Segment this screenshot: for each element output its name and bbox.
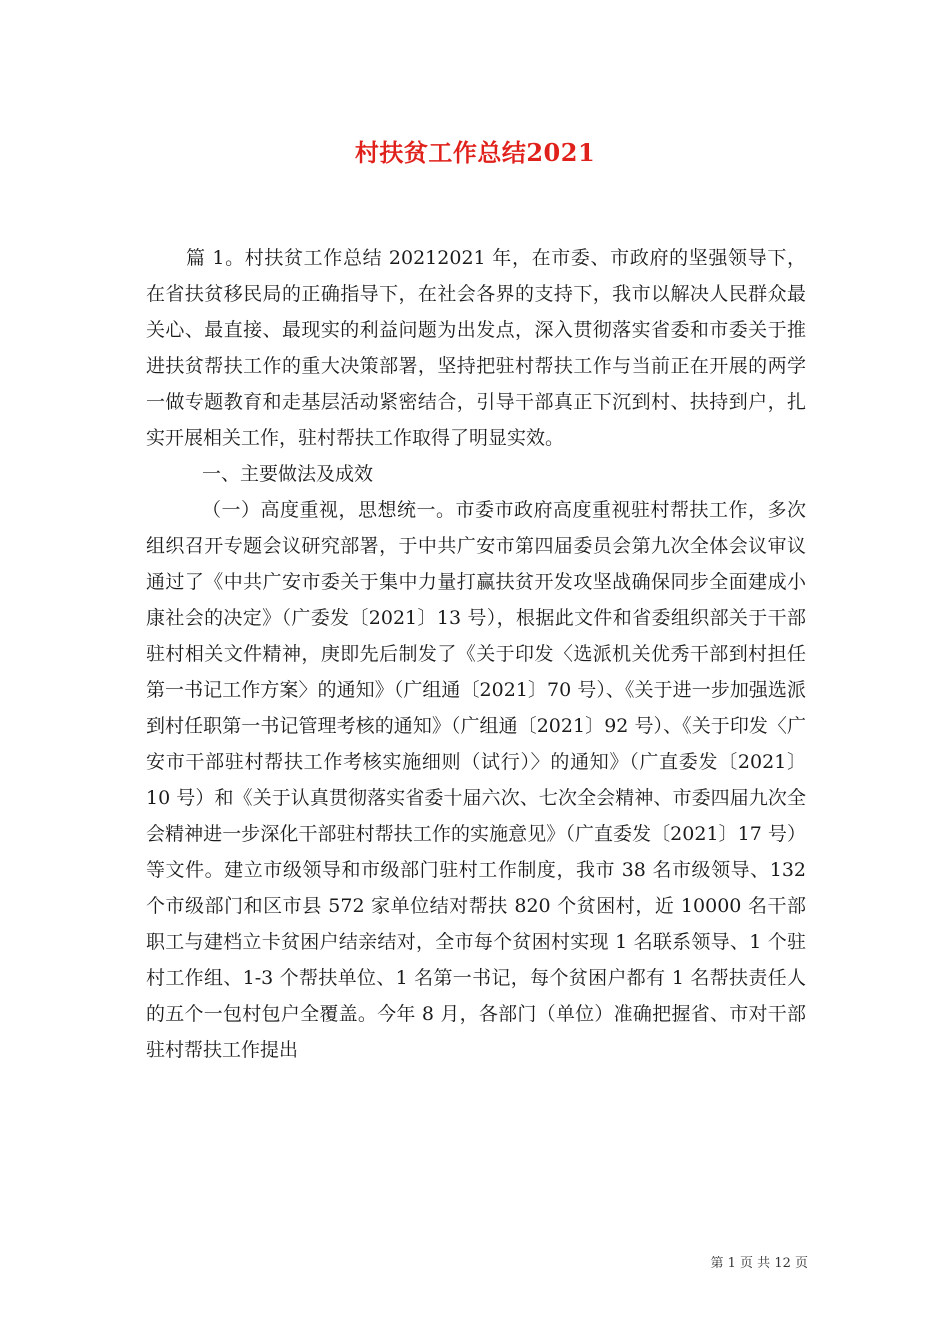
page-number: 第 1 页 共 12 页 xyxy=(710,1256,808,1271)
intro-paragraph: 篇 1。村扶贫工作总结 20212021 年，在市委、市政府的坚强领导下，在省扶贫移民局的正确指导下，在社会各界的支持下，我市以解决人民群众最关心、最直接、最现实的利益问题为出发点，深入贯彻落实省委和市委关于推进扶贫帮扶工作的重大决策部署，坚持把驻村帮扶工作与当前正在开展的两学一做专题教育和走基层活动紧密结合，引导干部真正下沉到村、扶持到户，扎实开展相关工作，驻村帮扶工作取得了明显实效。 xyxy=(146,247,806,449)
subsection-paragraph: （一）高度重视，思想统一。市委市政府高度重视驻村帮扶工作，多次组织召开专题会议研究部署，于中共广安市第四届委员会第九次全体会议审议通过了《中共广安市委关于集中力量打赢扶贫开发攻坚战确保同步全面建成小康社会的决定》（广委发〔2021〕13 号），根据此文件和省委组织部关于干部驻村相关文件精神，庚即先后制发了《关于印发〈选派机关优秀干部到村担任第一书记工作方案〉的通知》（广组通〔2021〕70 号）、《关于进一步加强选派到村任职第一书记管理考核的通知》（广组通〔2021〕92 号）、《关于印发〈广安市干部驻村帮扶工作考核实施细则（试行）〉的通知》（广直委发〔2021〕10 号）和《关于认真贯彻落实省委十届六次、七次全会精神、市委四届九次全会精神进一步深化干部驻村帮扶工作的实施意见》（广直委发〔2021〕17 号）等文件。建立市级领导和市级部门驻村工作制度，我市 38 名市级领导、132 个市级部门和区市县 572 家单位结对帮扶 820 个贫困村，近 10000 名干部职工与建档立卡贫困户结亲结对，全市每个贫困村实现 1 名联系领导、1 个驻村工作组、1-3 个帮扶单位、1 名第一书记，每个贫困户都有 1 名帮扶责任人的五个一包村包户全覆盖。今年 8 月，各部门（单位）准确把握省、市对干部驻村帮扶工作提出 xyxy=(146,499,806,1061)
section-heading: 一、主要做法及成效 xyxy=(202,463,374,485)
document-body xyxy=(146,240,806,1068)
page-title: 村扶贫工作总结2021 xyxy=(354,138,596,167)
